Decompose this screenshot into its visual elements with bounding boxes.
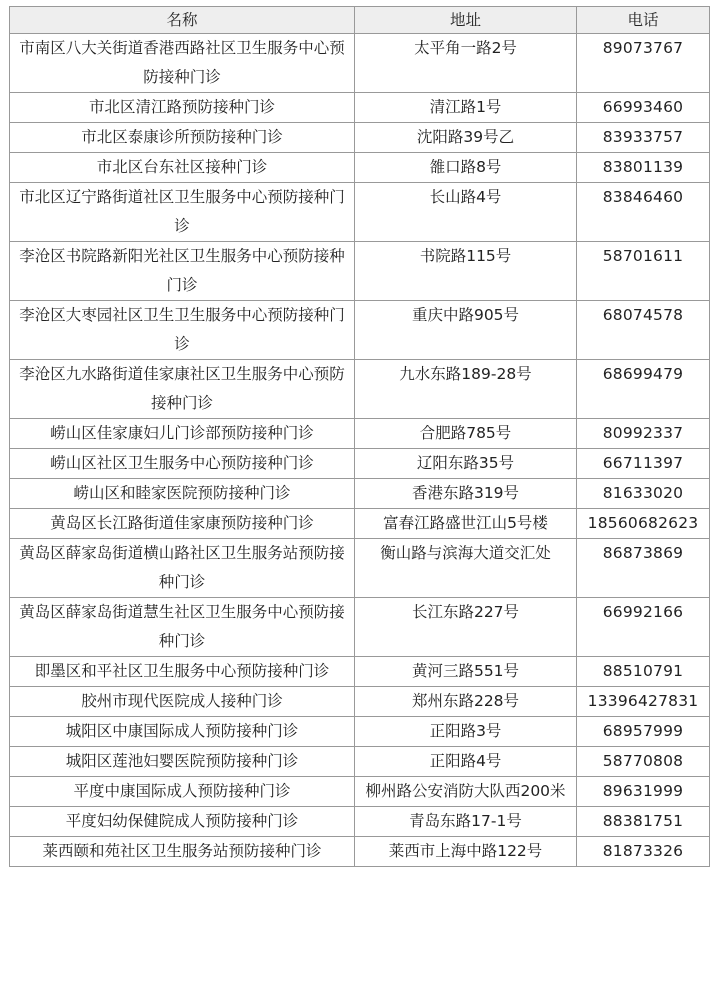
cell-address: 雒口路8号 [355,153,577,183]
cell-name: 城阳区莲池妇婴医院预防接种门诊 [10,747,355,777]
cell-name: 市北区辽宁路街道社区卫生服务中心预防接种门诊 [10,183,355,242]
cell-address: 富春江路盛世江山5号楼 [355,509,577,539]
cell-name: 黄岛区薛家岛街道慧生社区卫生服务中心预防接种门诊 [10,598,355,657]
cell-phone: 66993460 [577,93,710,123]
cell-address: 郑州东路228号 [355,687,577,717]
cell-address: 衡山路与滨海大道交汇处 [355,539,577,598]
table-row [10,301,710,360]
table-row [10,183,710,242]
cell-name: 黄岛区薛家岛街道横山路社区卫生服务站预防接种门诊 [10,539,355,598]
cell-name: 李沧区九水路街道佳家康社区卫生服务中心预防接种门诊 [10,360,355,419]
table-row [10,360,710,419]
cell-address: 正阳路4号 [355,747,577,777]
table-header-row [10,7,710,34]
cell-address: 香港东路319号 [355,479,577,509]
header-name: 名称 [10,7,355,34]
cell-name: 市北区泰康诊所预防接种门诊 [10,123,355,153]
table-row [10,777,710,807]
cell-address: 正阳路3号 [355,717,577,747]
cell-phone: 68074578 [577,301,710,360]
cell-name: 平度妇幼保健院成人预防接种门诊 [10,807,355,837]
cell-phone: 83846460 [577,183,710,242]
cell-name: 胶州市现代医院成人接种门诊 [10,687,355,717]
table-row [10,123,710,153]
cell-name: 崂山区和睦家医院预防接种门诊 [10,479,355,509]
cell-name: 平度中康国际成人预防接种门诊 [10,777,355,807]
table-row [10,34,710,93]
cell-address: 重庆中路905号 [355,301,577,360]
clinic-table [9,6,710,867]
cell-address: 青岛东路17-1号 [355,807,577,837]
table-row [10,657,710,687]
table-row [10,539,710,598]
cell-phone: 58770808 [577,747,710,777]
cell-name: 李沧区大枣园社区卫生卫生服务中心预防接种门诊 [10,301,355,360]
cell-phone: 58701611 [577,242,710,301]
table-row [10,747,710,777]
cell-phone: 89631999 [577,777,710,807]
cell-name: 莱西颐和苑社区卫生服务站预防接种门诊 [10,837,355,867]
cell-address: 太平角一路2号 [355,34,577,93]
cell-phone: 81873326 [577,837,710,867]
cell-phone: 68957999 [577,717,710,747]
header-address: 地址 [355,7,577,34]
cell-name: 市北区清江路预防接种门诊 [10,93,355,123]
cell-name: 崂山区社区卫生服务中心预防接种门诊 [10,449,355,479]
cell-address: 柳州路公安消防大队西200米 [355,777,577,807]
table-row [10,449,710,479]
table-row [10,687,710,717]
cell-name: 崂山区佳家康妇儿门诊部预防接种门诊 [10,419,355,449]
cell-phone: 89073767 [577,34,710,93]
cell-phone: 66711397 [577,449,710,479]
cell-address: 清江路1号 [355,93,577,123]
table-row [10,419,710,449]
cell-phone: 66992166 [577,598,710,657]
cell-address: 合肥路785号 [355,419,577,449]
table-row [10,93,710,123]
table-row [10,509,710,539]
table-row [10,242,710,301]
cell-address: 黄河三路551号 [355,657,577,687]
header-phone: 电话 [577,7,710,34]
cell-phone: 68699479 [577,360,710,419]
cell-name: 城阳区中康国际成人预防接种门诊 [10,717,355,747]
cell-address: 书院路115号 [355,242,577,301]
table-row [10,479,710,509]
cell-phone: 18560682623 [577,509,710,539]
cell-phone: 83801139 [577,153,710,183]
cell-phone: 80992337 [577,419,710,449]
cell-phone: 88381751 [577,807,710,837]
cell-phone: 86873869 [577,539,710,598]
cell-name: 市南区八大关街道香港西路社区卫生服务中心预防接种门诊 [10,34,355,93]
cell-name: 即墨区和平社区卫生服务中心预防接种门诊 [10,657,355,687]
cell-name: 黄岛区长江路街道佳家康预防接种门诊 [10,509,355,539]
table-row [10,717,710,747]
cell-address: 九水东路189-28号 [355,360,577,419]
table-row [10,837,710,867]
table-row [10,807,710,837]
cell-address: 沈阳路39号乙 [355,123,577,153]
table-row [10,598,710,657]
cell-name: 市北区台东社区接种门诊 [10,153,355,183]
cell-phone: 13396427831 [577,687,710,717]
cell-address: 长山路4号 [355,183,577,242]
cell-phone: 81633020 [577,479,710,509]
table-row [10,153,710,183]
cell-phone: 83933757 [577,123,710,153]
cell-phone: 88510791 [577,657,710,687]
cell-address: 辽阳东路35号 [355,449,577,479]
cell-address: 长江东路227号 [355,598,577,657]
cell-name: 李沧区书院路新阳光社区卫生服务中心预防接种门诊 [10,242,355,301]
cell-address: 莱西市上海中路122号 [355,837,577,867]
